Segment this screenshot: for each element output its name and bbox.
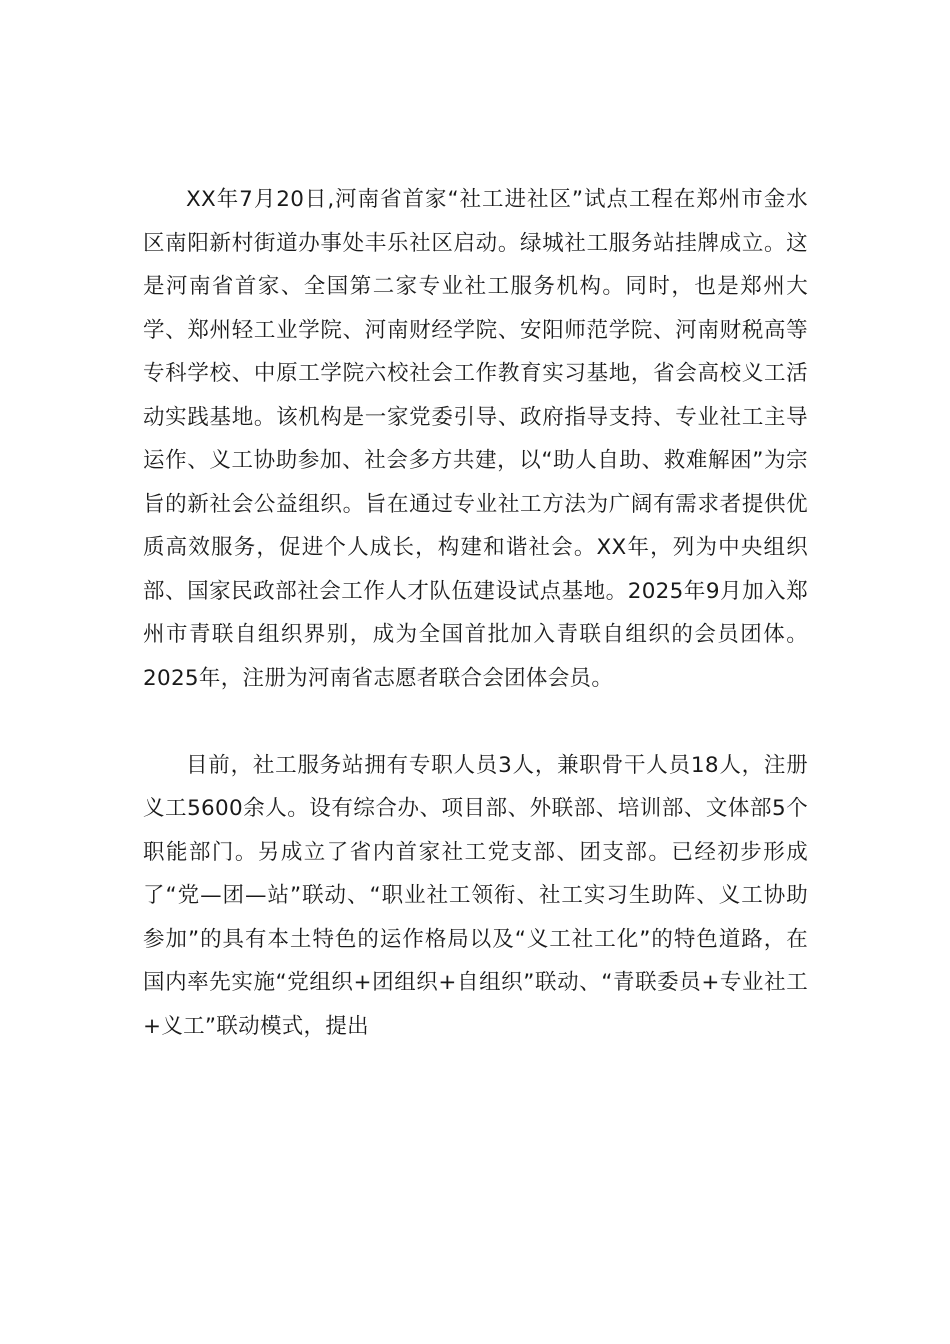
paragraph-2: 目前，社工服务站拥有专职人员3人，兼职骨干人员18人，注册义工5600余人。设有综合办、项目部、外联部、培训部、文体部5个职能部门。另成立了省内首家社工党支部、团支部。已经初步形成了“党—团—站”联动、“职业社工领衔、社工实习生助阵、义工协助参加”的具有本土特色的运作格局以及“义工社工化”的特色道路，在国内率先实施“党组织+团组织+自组织”联动、“青联委员+专业社工+义工”联动模式，提出 (143, 752, 808, 1039)
paragraph-1: XX年7月20日,河南省首家“社工进社区”试点工程在郑州市金水区南阳新村街道办事处丰乐社区启动。绿城社工服务站挂牌成立。这是河南省首家、全国第二家专业社工服务机构。同时，也是郑州大学、郑州轻工业学院、河南财经学院、安阳师范学院、河南财税高等专科学校、中原工学院六校社会工作教育实习基地，省会高校义工活动实践基地。该机构是一家党委引导、政府指导支持、专业社工主导运作、义工协助参加、社会多方共建，以“助人自助、救难解困”为宗旨的新社会公益组织。旨在通过专业社工方法为广阔有需求者提供优质高效服务，促进个人成长，构建和谐社会。XX年，列为中央组织部、国家民政部社会工作人才队伍建设试点基地。2025年9月加入郑州市青联自组织界别，成为全国首批加入青联自组织的会员团体。2025年，注册为河南省志愿者联合会团体会员。 (143, 187, 808, 691)
document-body (143, 178, 808, 1048)
